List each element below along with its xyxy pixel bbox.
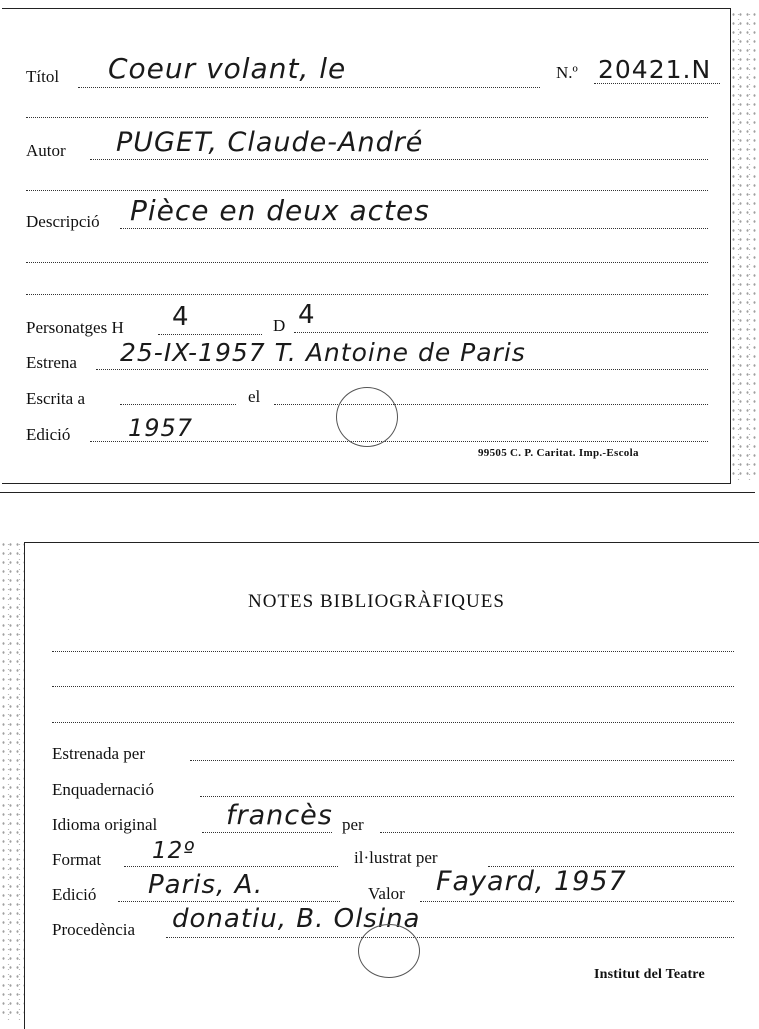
edicio-label: Edició (26, 425, 71, 444)
estrena-line (96, 369, 708, 370)
edicio-value: 1957 (128, 414, 194, 442)
blank-line (52, 686, 734, 687)
idioma-value: francès (226, 800, 333, 831)
edicio-value-2: Paris, A. (148, 870, 264, 900)
blank-line (52, 722, 734, 723)
scan-noise (730, 10, 759, 480)
escrita-line (120, 404, 236, 405)
format-label: Format (52, 850, 102, 869)
stamp-circle (358, 924, 420, 978)
num-value: 20421.N (598, 55, 712, 84)
format-line (124, 866, 338, 867)
autor-label: Autor (26, 141, 66, 160)
cut-line (0, 492, 755, 493)
titol-line (78, 87, 540, 88)
procedencia-line (166, 937, 734, 938)
estrena-value: 25-IX-1957 T. Antoine de Paris (120, 338, 526, 367)
format-value: 12º (152, 838, 196, 864)
enquadernacio-label: Enquadernació (52, 780, 154, 799)
estrenada-line (190, 760, 734, 761)
titol-value: Coeur volant, le (108, 52, 347, 85)
blank-line (26, 117, 708, 118)
escrita-el-label: el (248, 387, 261, 406)
institut-imprint: Institut del Teatre (594, 967, 705, 982)
descripcio-value: Pièce en deux actes (130, 194, 430, 227)
edicio-label-2: Edició (52, 885, 97, 904)
idioma-line (202, 832, 332, 833)
valor-line (420, 901, 734, 902)
num-label: N.º (556, 63, 578, 82)
procedencia-label: Procedència (52, 920, 136, 939)
titol-label: Títol (26, 67, 60, 86)
edicio-line-2 (118, 901, 340, 902)
printer-imprint: 99505 C. P. Caritat. Imp.-Escola (478, 447, 639, 459)
autor-line (90, 159, 708, 160)
blank-line (26, 262, 708, 263)
escrita-label: Escrita a (26, 389, 85, 408)
idioma-label: Idioma original (52, 815, 158, 834)
autor-value: PUGET, Claude-André (116, 127, 424, 158)
personatges-h-line (158, 334, 262, 335)
enquadernacio-line (200, 796, 734, 797)
descripcio-line (120, 228, 708, 229)
stamp-circle (336, 387, 398, 447)
illustrat-label: il·lustrat per (354, 848, 438, 867)
personatges-d-line (294, 332, 708, 333)
descripcio-label: Descripció (26, 212, 100, 231)
valor-label: Valor (368, 884, 405, 903)
blank-line (26, 190, 708, 191)
estrena-label: Estrena (26, 353, 77, 372)
personatges-label: Personatges H (26, 318, 124, 337)
personatges-h-value: 4 (172, 302, 190, 332)
idioma-per-line (380, 832, 734, 833)
blank-line (26, 294, 708, 295)
procedencia-value: donatiu, B. Olsina (172, 904, 421, 934)
notes-heading: NOTES BIBLIOGRÀFIQUES (248, 591, 505, 612)
idioma-per-label: per (342, 815, 364, 834)
personatges-d-value: 4 (298, 300, 316, 330)
personatges-d-label: D (273, 316, 286, 335)
estrenada-label: Estrenada per (52, 744, 145, 763)
valor-value: Fayard, 1957 (436, 866, 627, 897)
blank-line (52, 651, 734, 652)
scan-noise (0, 540, 24, 1020)
